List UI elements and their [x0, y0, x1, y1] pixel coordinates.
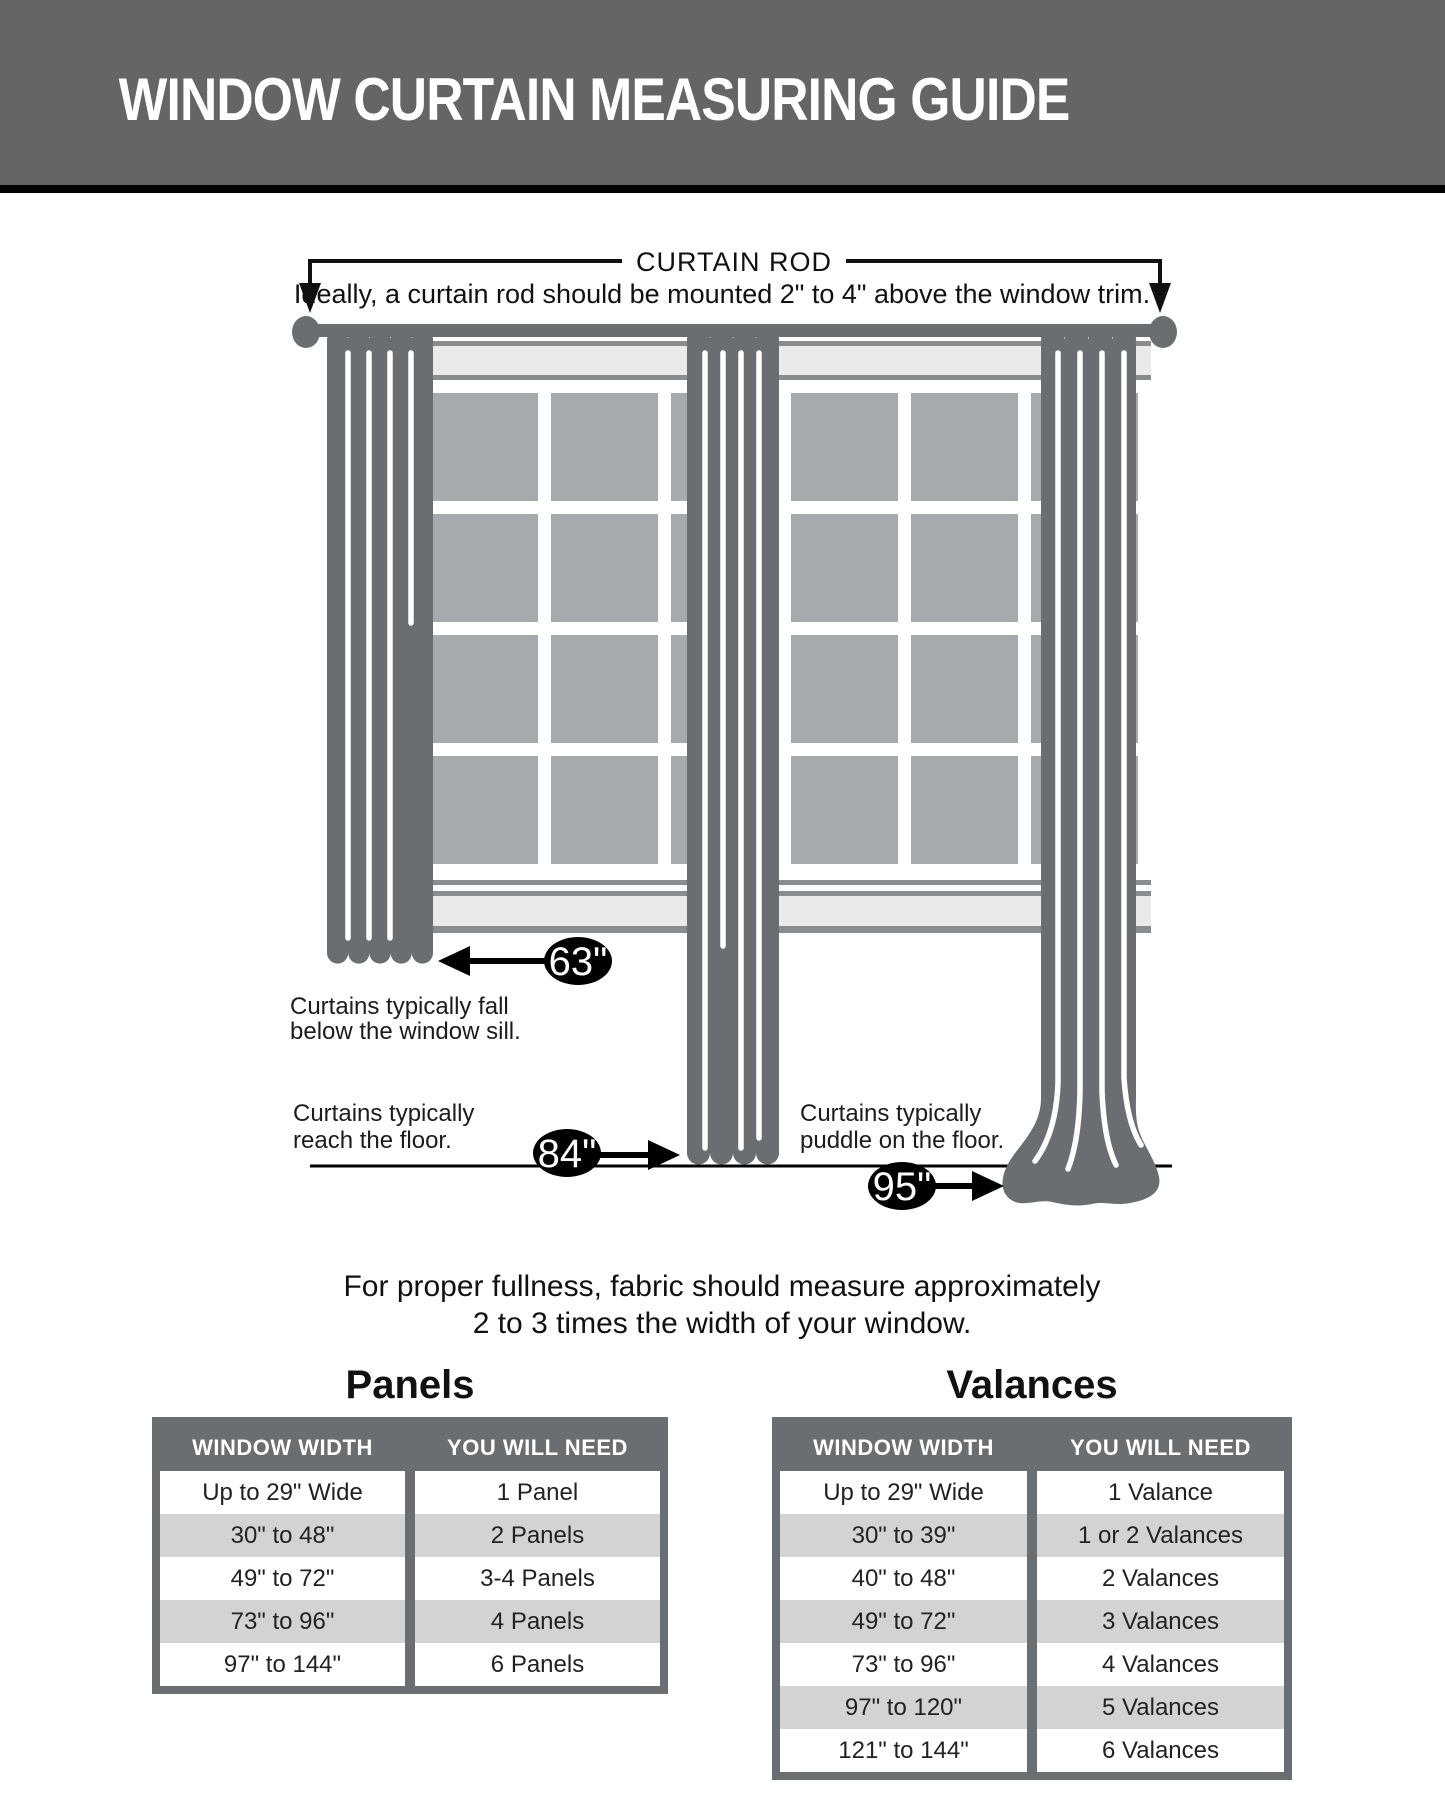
column-header: YOU WILL NEED	[1070, 1435, 1251, 1460]
rod-finial-left	[292, 316, 320, 348]
valances-title: Valances	[946, 1363, 1118, 1407]
badge-84-label: 84"	[537, 1132, 597, 1176]
table-row: 73" to 96" 4 Panels	[160, 1600, 660, 1643]
table-row: 40" to 48" 2 Valances	[780, 1557, 1284, 1600]
svg-text:2 to 3 times the width of your: 2 to 3 times the width of your window.	[472, 1307, 972, 1340]
table-row: Up to 29" Wide 1 Valance	[780, 1471, 1284, 1514]
arrow-down-right-icon	[1149, 283, 1171, 313]
header-banner	[0, 0, 1445, 193]
arrow-left-icon	[438, 946, 470, 976]
arrow-right-icon	[972, 1171, 1004, 1201]
rod-label: CURTAIN ROD	[635, 247, 833, 277]
table-row: 49" to 72" 3 Valances	[780, 1600, 1284, 1643]
column-header: WINDOW WIDTH	[192, 1435, 373, 1460]
svg-text:For proper fullness, fabric sh: For proper fullness, fabric should measure approximately	[343, 1270, 1101, 1303]
measurement-95	[868, 1162, 1004, 1210]
annotation-reach-floor	[293, 1100, 474, 1154]
table-row: 97" to 120" 5 Valances	[780, 1686, 1284, 1729]
curtain-95-inch	[1002, 328, 1159, 1205]
table-row: 30" to 39" 1 or 2 Valances	[780, 1514, 1284, 1557]
svg-text:Curtains typically fall: Curtains typically fall	[290, 993, 509, 1020]
curtain-84-inch	[687, 329, 779, 1165]
annotation-below-sill	[290, 993, 521, 1045]
svg-text:Curtains typically: Curtains typically	[800, 1100, 982, 1127]
badge-63-label: 63"	[548, 940, 608, 984]
column-header: YOU WILL NEED	[447, 1435, 628, 1460]
annotation-puddle-floor	[800, 1100, 1004, 1154]
measurement-84	[533, 1129, 680, 1177]
tables-section	[0, 1343, 1445, 1801]
column-header: WINDOW WIDTH	[813, 1435, 994, 1460]
fullness-note	[343, 1270, 1100, 1340]
svg-text:reach the floor.: reach the floor.	[293, 1127, 452, 1154]
table-row: Up to 29" Wide 1 Panel	[160, 1471, 660, 1514]
panels-section	[152, 1343, 668, 1694]
window-panes	[431, 393, 1138, 864]
rod-finial-right	[1149, 316, 1177, 348]
table-row: 30" to 48" 2 Panels	[160, 1514, 660, 1557]
table-row: 73" to 96" 4 Valances	[780, 1643, 1284, 1686]
panels-table-header	[160, 1425, 660, 1471]
rod-note: Ideally, a curtain rod should be mounted 2" to 4" above the window trim.	[293, 279, 1151, 309]
table-row: 97" to 144" 6 Panels	[160, 1643, 660, 1686]
page-title: WINDOW CURTAIN MEASURING GUIDE	[118, 66, 1070, 133]
curtain-63-inch	[327, 329, 433, 963]
badge-95-label: 95"	[872, 1165, 932, 1209]
table-row: 121" to 144" 6 Valances	[780, 1729, 1284, 1772]
valances-table-header	[780, 1425, 1284, 1471]
svg-text:puddle on the floor.: puddle on the floor.	[800, 1127, 1005, 1154]
panels-table	[152, 1417, 668, 1694]
table-row: 49" to 72" 3-4 Panels	[160, 1557, 660, 1600]
svg-text:below the window sill.: below the window sill.	[290, 1018, 521, 1045]
curtain-measuring-diagram	[0, 193, 1445, 1343]
measurement-63	[438, 937, 612, 985]
panels-title: Panels	[345, 1363, 475, 1407]
valances-section	[772, 1343, 1292, 1780]
valances-table	[772, 1417, 1292, 1780]
svg-text:Curtains typically: Curtains typically	[293, 1100, 475, 1127]
